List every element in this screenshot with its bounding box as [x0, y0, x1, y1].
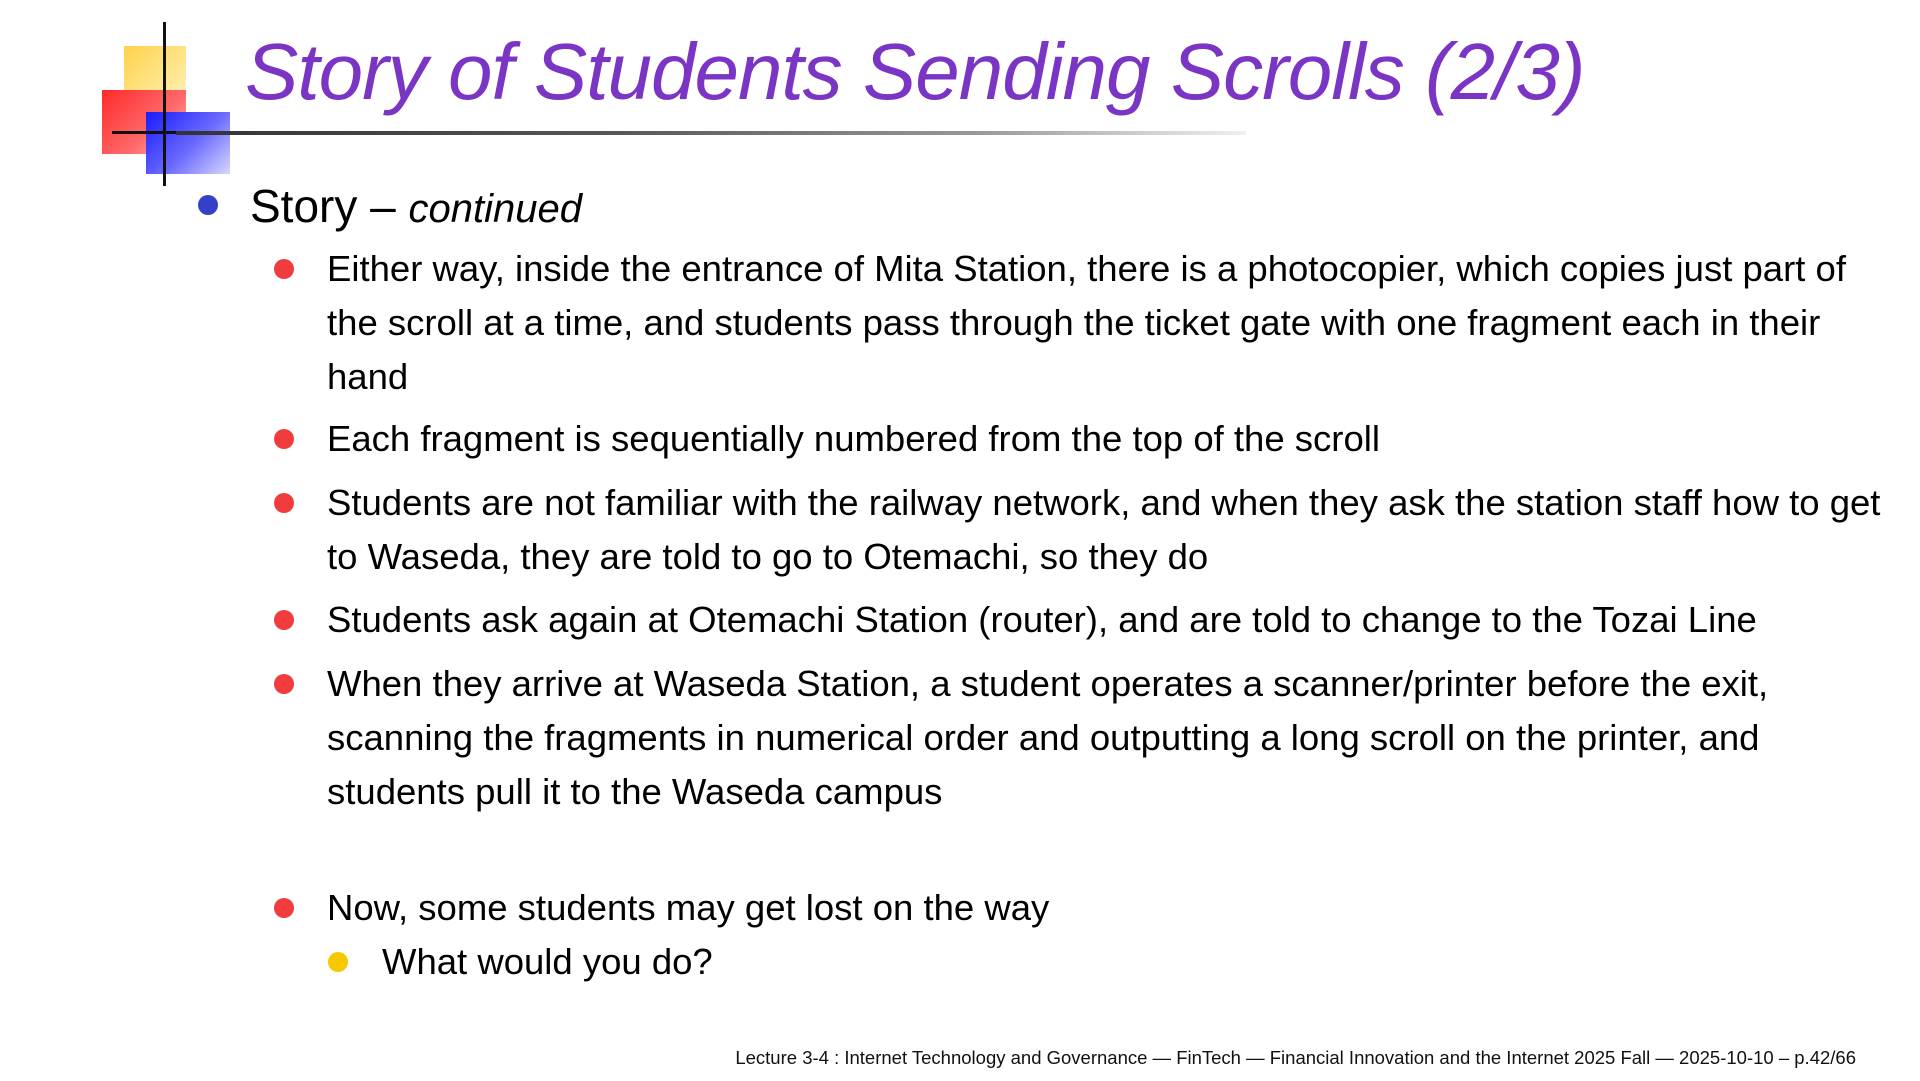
list-item: When they arrive at Waseda Station, a student operates a scanner/printer before the exit, scanning the fragments in numerical order and outputting a long scroll on the printer, and students pull it to the Waseda campus: [327, 663, 1769, 812]
sub-list-item: What would you do?: [382, 941, 713, 982]
bullet-dot-icon: [274, 493, 294, 513]
logo-vertical-line: [163, 22, 166, 186]
slide-logo: [0, 0, 240, 200]
list-item: Either way, inside the entrance of Mita Station, there is a photocopier, which copies just part of the scroll at a time, and students pass through the ticket gate with one fragment each in their hand: [327, 248, 1846, 397]
slide-title: Story of Students Sending Scrolls (2/3): [245, 27, 1585, 116]
bullet-dot-icon: [274, 898, 294, 918]
list-item: Students are not familiar with the railway network, and when they ask the station staff how to get to Waseda, they are told to go to Otemachi, so they do: [327, 482, 1881, 577]
bullet-dot-icon: [274, 610, 294, 630]
bullet-dot-icon: [274, 259, 294, 279]
list-item: Each fragment is sequentially numbered from the top of the scroll: [327, 418, 1380, 459]
list-item: Students ask again at Otemachi Station (router), and are told to change to the Tozai Line: [327, 599, 1757, 640]
heading-label: Story –: [250, 180, 396, 232]
slide-footer: Lecture 3-4 : Internet Technology and Governance — FinTech — Financial Innovation and the Internet 2025 Fall — 2025-10-10 – p.42/66: [735, 1047, 1856, 1068]
bullet-dot-icon: [274, 429, 294, 449]
title-underline: [176, 131, 1246, 135]
list-item: Now, some students may get lost on the way: [327, 887, 1050, 928]
logo-blue-square: [146, 112, 230, 174]
bullet-dot-icon: [198, 195, 218, 215]
bullet-dot-icon: [328, 952, 348, 972]
heading-label-italic: continued: [408, 187, 582, 231]
heading-item: [250, 178, 582, 237]
bullet-dot-icon: [274, 674, 294, 694]
